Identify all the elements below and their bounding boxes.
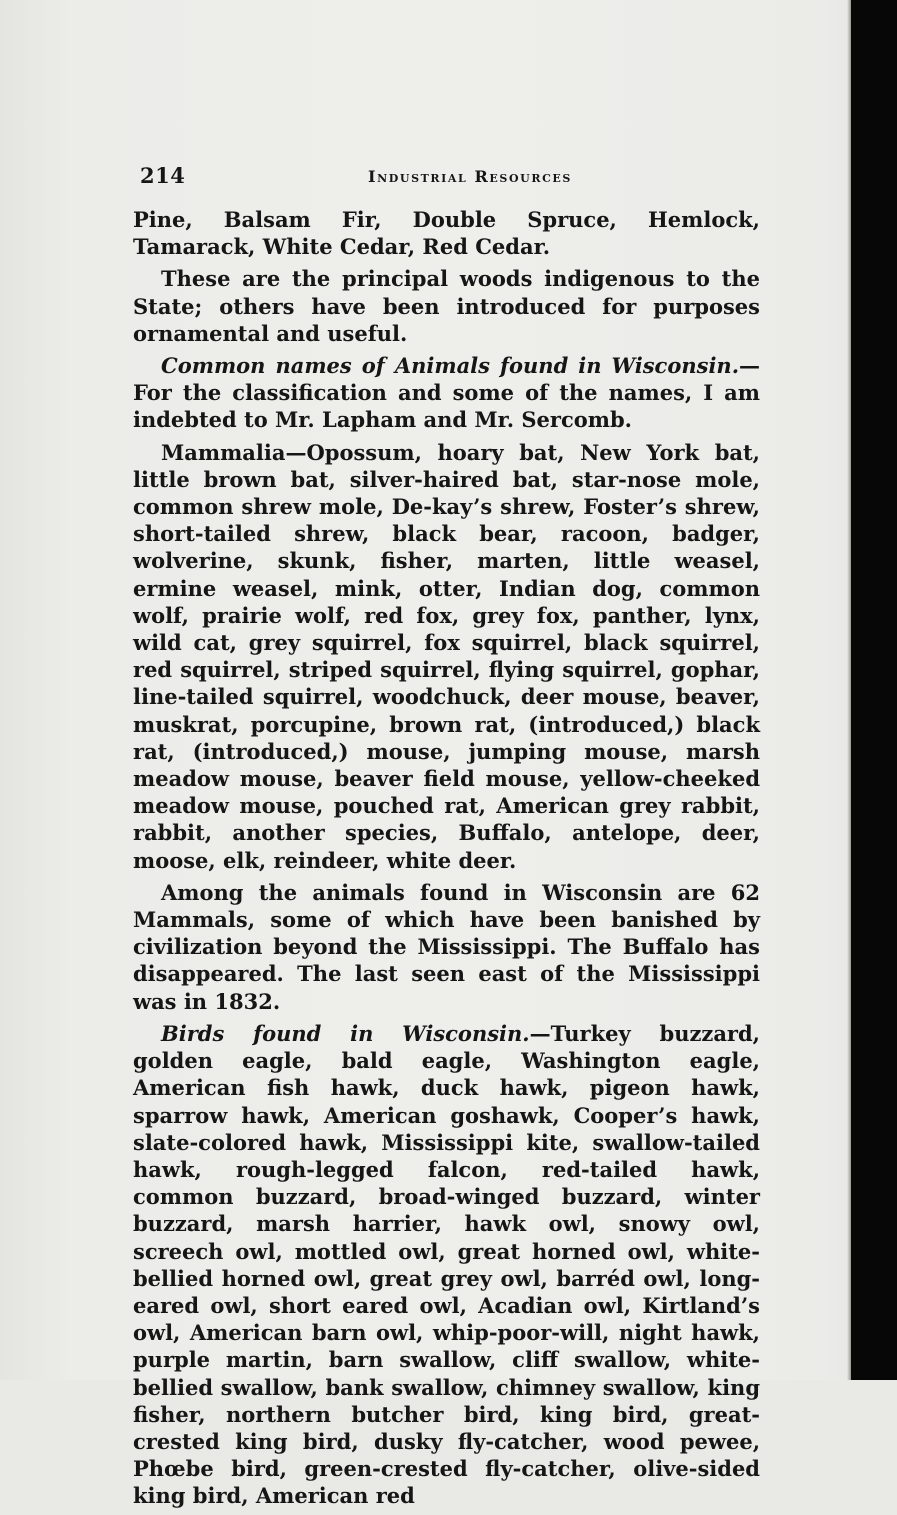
section-lead-animals: Common names of Animals found in Wisconsin. xyxy=(161,353,739,379)
paragraph-text: Mammalia—Opossum, hoary bat, New York bat, little brown bat, silver-haired bat, star-nose mole, common shrew mole, De-kay’s shrew, Foster’s shrew, short-tailed shrew, black bear, racoon, badger, wolverine, skunk, fisher, marten, little weasel, ermine weasel, mink, otter, Indian dog, common wolf, prairie wolf, red fox, grey fox, panther, lynx, wild cat, grey squirrel, fox squirrel, black squirrel, red squirrel, striped squirrel, flying squirrel, gophar, line-tailed squirrel, woodchuck, deer mouse, beaver, muskrat, porcupine, brown rat, (introduced,) black rat, (introduced,) mouse, jumping mouse, marsh meadow mouse, beaver field mouse, yellow-cheeked meadow mouse, pouched rat, American grey rabbit, rabbit, another species, Buffalo, antelope, deer, moose, elk, reindeer, white deer. xyxy=(133,439,760,873)
running-head xyxy=(140,163,760,193)
paragraph-birds xyxy=(133,1020,760,1510)
paragraph-text: Pine, Balsam Fir, Double Spruce, Hemlock, Tamarack, White Cedar, Red Cedar. xyxy=(133,207,760,260)
paragraph-woods xyxy=(133,265,760,347)
paragraph-mammal-count xyxy=(133,879,760,1015)
section-lead-birds: Birds found in Wisconsin. xyxy=(161,1020,530,1046)
paragraph-text: —For the classification and some of the names, I am indebted to Mr. Lapham and Mr. Sercomb. xyxy=(133,353,760,433)
book-spine xyxy=(851,0,897,1380)
page-number: 214 xyxy=(140,163,186,188)
paragraph-text: Among the animals found in Wisconsin are 62 Mammals, some of which have been banished by civilization beyond the Mississippi. The Buffalo has disappeared. The last seen east of the Mississippi was in 1832. xyxy=(133,879,760,1014)
paragraph-animals-intro xyxy=(133,352,760,434)
paragraph-text: These are the principal woods indigenous to the State; others have been introduced for purposes ornamental and useful. xyxy=(133,266,760,346)
body-text xyxy=(133,206,760,1515)
paragraph-trees-continued xyxy=(133,206,760,260)
paragraph-text: —Turkey buzzard, golden eagle, bald eagle, Washington eagle, American fish hawk, duck hawk, pigeon hawk, sparrow hawk, American goshawk, Cooper’s hawk, slate-colored hawk, Mississippi kite, swallow-tailed hawk, rough-legged falcon, red-tailed hawk, common buzzard, broad-winged buzzard, winter buzzard, marsh harrier, hawk owl, snowy owl, screech owl, mottled owl, great horned owl, white-bellied horned owl, great grey owl, barréd owl, long-eared owl, short eared owl, Acadian owl, Kirtland’s owl, American barn owl, whip-poor-will, night hawk, purple martin, barn swallow, cliff swallow, white-bellied swallow, bank swallow, chimney swallow, king fisher, northern butcher bird, king bird, great-crested king bird, dusky fly-catcher, wood pewee, Phœbe bird, green-crested fly-catcher, olive-sided king bird, American red xyxy=(133,1020,760,1509)
running-title: Industrial Resources xyxy=(368,167,572,186)
paragraph-mammalia xyxy=(133,439,760,874)
